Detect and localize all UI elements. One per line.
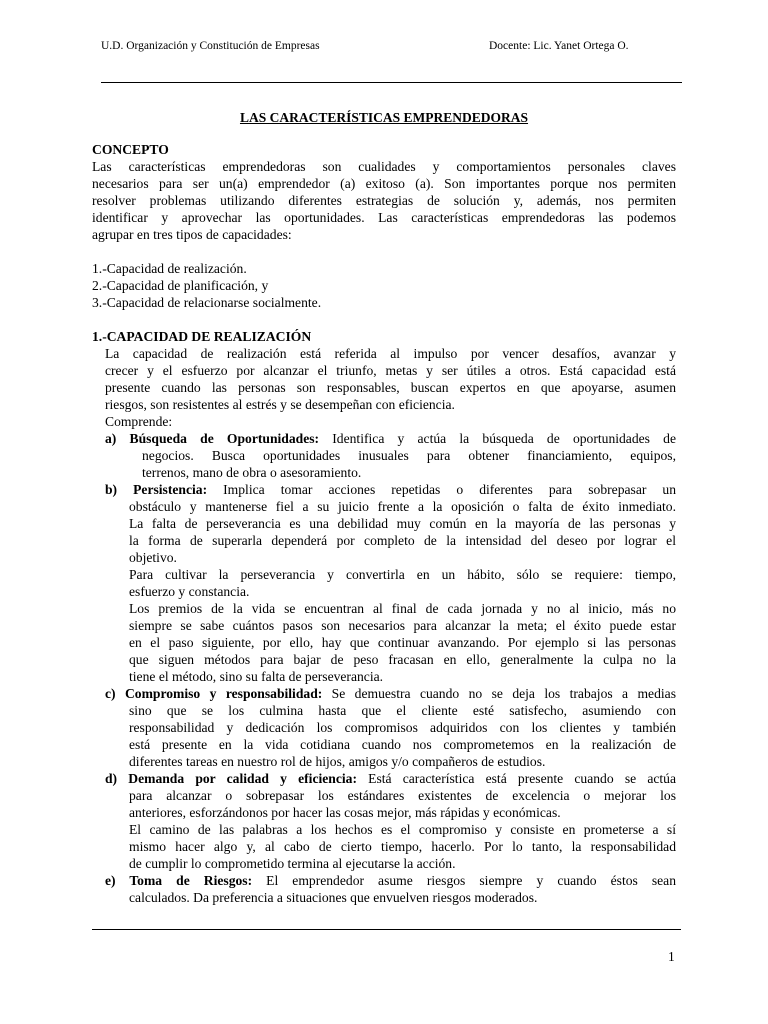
item-a-line: terrenos, mano de obra o asesoramiento. [142,465,362,480]
document-body [92,141,676,906]
item-b-line: que siguen métodos para bajar de peso fracasan en ello, generalmente la culpa no la [129,652,676,667]
item-b-line: Los premios de la vida se encuentran al final de cada jornada y no al inicio, más no [129,601,676,616]
item-d-line: El camino de las palabras a los hechos es el compromiso y consiste en prometerse a sí [129,822,676,837]
item-d-line: de cumplir lo comprometido termina al ejecutarse la acción. [129,856,456,871]
concepto-line: identificar y aprovechar las oportunidades. Las características emprendedoras las podemos [92,210,676,225]
concepto-line: necesarios para ser un(a) emprendedor (a) exitoso (a). Son importantes porque nos permiten [92,176,676,191]
concepto-line: agrupar en tres tipos de capacidades: [92,227,292,242]
section1-intro-line: riesgos, son resistentes al estrés y se desempeñan con eficiencia. [105,397,455,412]
item-b-line: objetivo. [129,550,177,565]
section1-heading: 1.-CAPACIDAD DE REALIZACIÓN [92,329,312,344]
concepto-heading: CONCEPTO [92,142,169,157]
page-number: 1 [668,949,675,964]
item-e-first-line: e) Toma de Riesgos: El emprendedor asume riesgos siempre y cuando éstos sean [105,873,677,888]
section1-intro-line: La capacidad de realización está referida al impulso por vencer desafíos, avanzar y [105,346,676,361]
capacidad-item: 3.-Capacidad de relacionarse socialmente. [92,295,322,310]
item-d-first-line: d) Demanda por calidad y eficiencia: Está característica está presente cuando se actúa [105,771,676,786]
item-b-line: siempre se sabe cuántos pasos son necesarios para alcanzar la meta; el éxito puede estar [129,618,676,633]
capacidad-item: 1.-Capacidad de realización. [92,261,247,276]
item-b-line: tiene el método, sino su falta de perseverancia. [129,669,384,684]
item-b-line: la forma de superarla dependerá por completo de la intensidad del deseo por lograr el [129,533,676,548]
header-rule [101,82,682,83]
item-d-line: anteriores, esforzándonos por hacer las cosas mejor, más rápidas y económicas. [129,805,561,820]
item-d-line: mismo hacer algo y, al cabo de cierto tiempo, hacerlo. Por lo tanto, la responsabilidad [129,839,676,854]
item-b-line: La falta de perseverancia es una debilidad muy común en la mayoría de las personas y [129,516,676,531]
capacidad-item: 2.-Capacidad de planificación, y [92,278,269,293]
page-title: LAS CARACTERÍSTICAS EMPRENDEDORAS [239,110,529,125]
concepto-line: Las características emprendedoras son cualidades y comportamientos personales claves [92,159,676,174]
item-b-line: esfuerzo y constancia. [129,584,250,599]
footer-rule [92,929,681,930]
item-b-line: en el paso siguiente, por ello, hay que continuar avanzando. Por ejemplo si las personas [129,635,676,650]
item-d-label: d) Demanda por calidad y eficiencia: [105,771,357,786]
comprende-label: Comprende: [105,414,173,429]
item-c-line: sino que se los culmina hasta que el cliente esté satisfecho, asumiendo con [129,703,676,718]
item-b-first-line: b) Persistencia: Implica tomar acciones repetidas o diferentes para sobrepasar un [105,482,677,497]
item-a-label: a) Búsqueda de Oportunidades: [105,431,320,446]
item-e-label: e) Toma de Riesgos: [105,873,253,888]
item-c-line: diferentes tareas en nuestro rol de hijos, amigos y/o compañeros de estudios. [129,754,546,769]
item-b-line: obstáculo y mantenerse fiel a su juicio frente a la oposición o falta de éxito inmediato. [129,499,676,514]
item-b-line: Para cultivar la perseverancia y convertirla en un hábito, sólo se requiere: tiempo, [129,567,676,582]
section1-intro-line: presente cuando las personas son responsables, buscan expertos en que apoyarse, asumen [105,380,676,395]
item-c-line: está presente en la vida cotidiana cuando nos comprometemos en la realización de [129,737,676,752]
item-c-first-line: c) Compromiso y responsabilidad: Se demuestra cuando no se deja los trabajos a medias [105,686,676,701]
concepto-line: resolver problemas utilizando diferentes estrategias de solución y, además, nos permiten [92,193,676,208]
header-teacher: Docente: Lic. Yanet Ortega O. [489,40,629,52]
section1-intro-line: crecer y el esfuerzo por alcanzar el triunfo, metas y ser útiles a otros. Está capacidad está [105,363,676,378]
header-course: U.D. Organización y Constitución de Empresas [101,40,320,52]
item-a-first-line: a) Búsqueda de Oportunidades: Identifica y actúa la búsqueda de oportunidades de [105,431,676,446]
item-b-label: b) Persistencia: [105,482,208,497]
item-a-line: negocios. Busca oportunidades inusuales para obtener financiamiento, equipos, [142,448,676,463]
item-c-label: c) Compromiso y responsabilidad: [105,686,323,701]
item-d-line: para alcanzar o sobrepasar los estándares existentes de excelencia o mejorar los [129,788,676,803]
item-c-line: responsabilidad y dedicación los compromisos adquiridos con los clientes y también [129,720,676,735]
item-e-line: calculados. Da preferencia a situaciones que envuelven riesgos moderados. [129,890,538,905]
